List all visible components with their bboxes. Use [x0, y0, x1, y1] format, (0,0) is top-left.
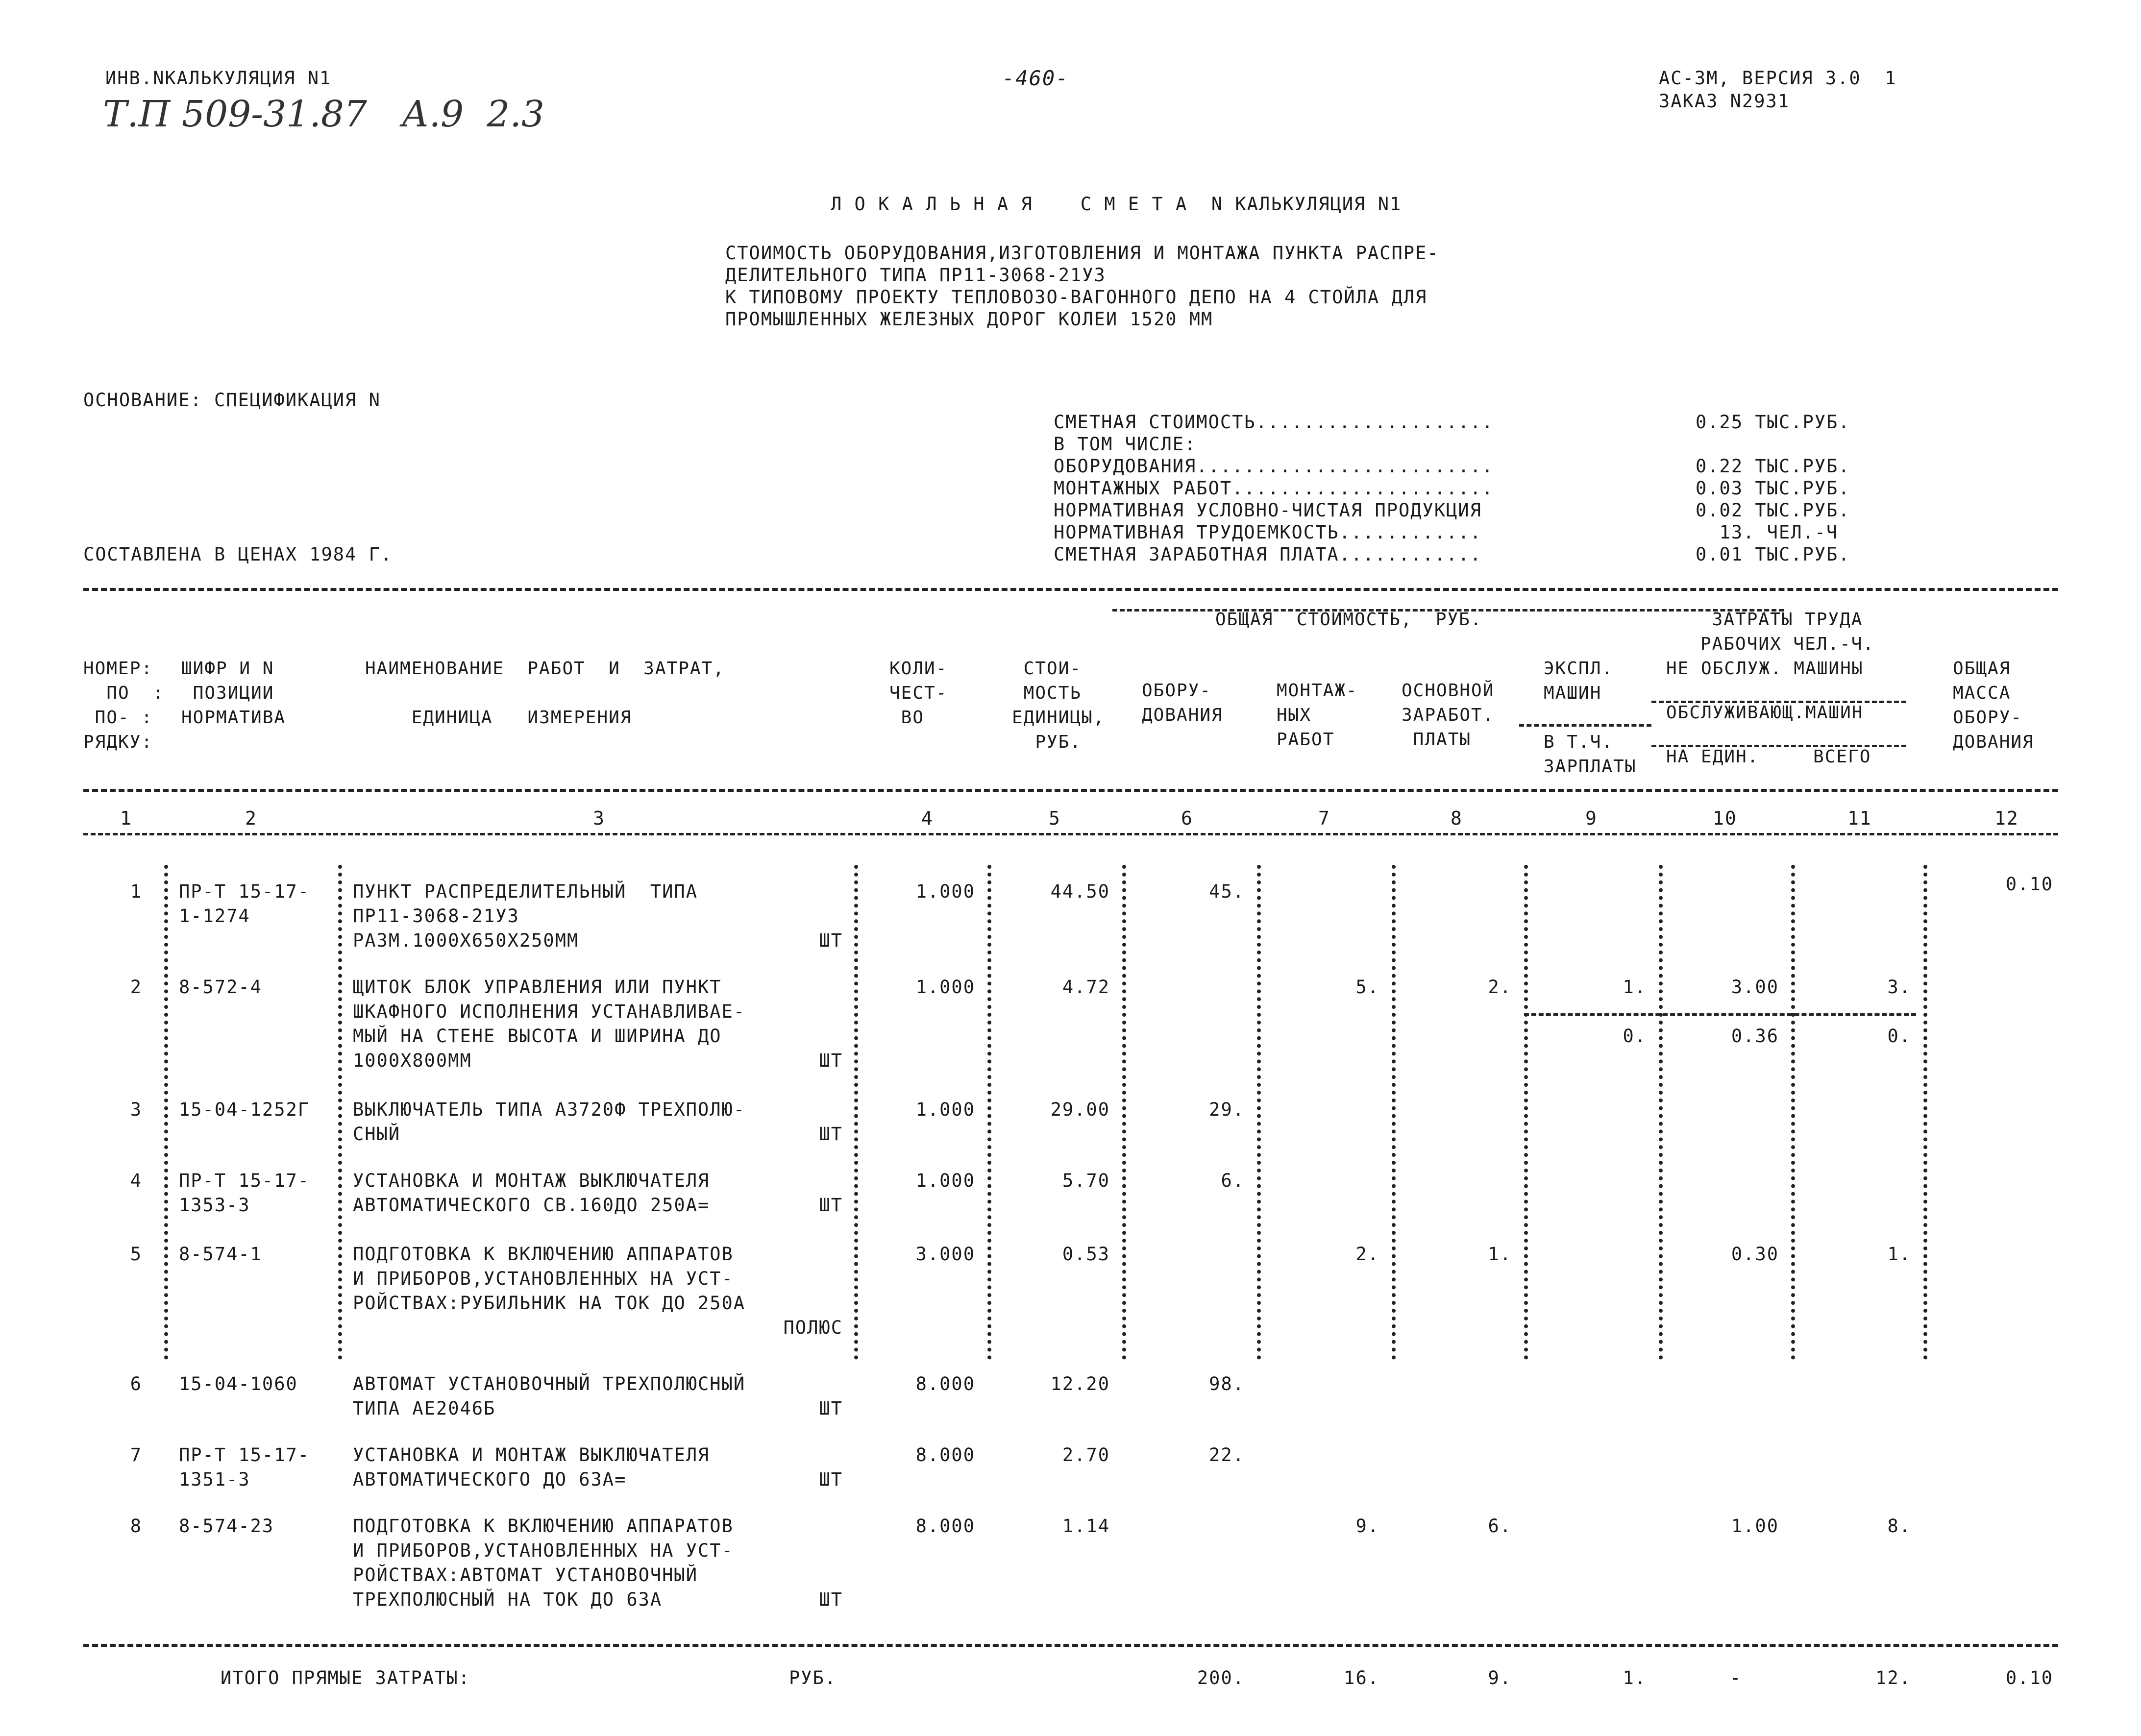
header-labor-per-unit: НА ЕДИН.: [1666, 747, 1759, 767]
column-number: 10: [1713, 807, 1737, 829]
row-equipment: 6.: [1221, 1170, 1245, 1191]
row-number: 2: [130, 977, 142, 998]
row-qty: 1.000: [915, 1170, 975, 1191]
row-code: ПР-Т 15-17- 1353-3: [179, 1170, 310, 1216]
column-separator: [1257, 865, 1261, 1360]
row-unit: ШТ: [819, 1050, 843, 1071]
row-wages: 6.: [1488, 1516, 1512, 1537]
row-qty: 1.000: [915, 1099, 975, 1120]
row-labor-total: 3.: [1887, 977, 1911, 998]
summary-value: 0.22 ТЫС.РУБ.: [1696, 456, 1850, 477]
subtitle-line: ДЕЛИТЕЛЬНОГО ТИПА ПР11-3068-21У3: [725, 265, 1106, 286]
column-separator: [164, 865, 168, 1360]
totals-labor-total: 12.: [1875, 1667, 1911, 1688]
subtitle-line: К ТИПОВОМУ ПРОЕКТУ ТЕПЛОВОЗО-ВАГОННОГО ДЕПО НА 4 СТОЙЛА ДЛЯ: [725, 287, 1427, 308]
row-qty: 8.000: [915, 1516, 975, 1537]
column-number: 4: [921, 807, 934, 829]
header-unit-price: СТОИ- МОСТЬ ЕДИНИЦЫ, РУБ.: [1012, 659, 1105, 752]
table-top-rule: [83, 588, 2058, 591]
row-unit: ШТ: [819, 1589, 843, 1610]
row-unit: ШТ: [819, 930, 843, 951]
totals-equipment: 200.: [1197, 1667, 1245, 1688]
row-qty: 8.000: [915, 1373, 975, 1394]
summary-label: НОРМАТИВНАЯ УСЛОВНО-ЧИСТАЯ ПРОДУКЦИЯ: [1054, 500, 1482, 521]
column-number: 6: [1181, 807, 1193, 829]
row-unit: ШТ: [819, 1195, 843, 1216]
row-mounting: 5.: [1355, 977, 1379, 998]
header-labor-group: ЗАТРАТЫ ТРУДА РАБОЧИХ ЧЕЛ.-Ч.: [1700, 610, 1875, 654]
row-name: УСТАНОВКА И МОНТАЖ ВЫКЛЮЧАТЕЛЯ АВТОМАТИЧЕСКОГО СВ.160ДО 250А=: [353, 1170, 710, 1216]
row-qty: 3.000: [915, 1244, 975, 1265]
header-labor-no-machine: НЕ ОБСЛУЖ. МАШИНЫ: [1666, 659, 1864, 679]
row-labor-total: 1.: [1887, 1244, 1911, 1265]
totals-labor-unit: -: [1730, 1667, 1742, 1688]
totals-machines: 1.: [1623, 1667, 1647, 1688]
row-number: 8: [130, 1516, 142, 1537]
row-price: 2.70: [1062, 1444, 1110, 1466]
row-number: 7: [130, 1444, 142, 1466]
column-separator: [1791, 865, 1795, 1360]
summary-value: 13. ЧЕЛ.-Ч: [1696, 522, 1839, 543]
subtitle-line: ПРОМЫШЛЕННЫХ ЖЕЛЕЗНЫХ ДОРОГ КОЛЕИ 1520 ММ: [725, 309, 1213, 330]
order-number: ЗАКАЗ N2931: [1659, 91, 1790, 112]
table-bottom-rule: [83, 1644, 2058, 1647]
row-labor-unit: 3.00: [1731, 977, 1779, 998]
row-qty: 1.000: [915, 977, 975, 998]
column-number: 12: [1994, 807, 2019, 829]
row-number: 4: [130, 1170, 142, 1191]
column-number: 1: [120, 807, 132, 829]
basis-line: ОСНОВАНИЕ: СПЕЦИФИКАЦИЯ N: [83, 390, 381, 411]
row-price: 5.70: [1062, 1170, 1110, 1191]
row-name: УСТАНОВКА И МОНТАЖ ВЫКЛЮЧАТЕЛЯ АВТОМАТИЧЕСКОГО ДО 63А=: [353, 1444, 710, 1490]
header-machines: ЭКСПЛ. МАШИН В Т.Ч. ЗАРПЛАТЫ: [1544, 659, 1637, 777]
summary-row: [1054, 544, 2053, 567]
row-name: ВЫКЛЮЧАТЕЛЬ ТИПА А3720Ф ТРЕХПОЛЮ- СНЫЙ: [353, 1099, 746, 1145]
summary-value: 0.25 ТЫС.РУБ.: [1696, 412, 1850, 433]
row-name: ЩИТОК БЛОК УПРАВЛЕНИЯ ИЛИ ПУНКТ ШКАФНОГО ИСПОЛНЕНИЯ УСТАНАВЛИВАЕ- МЫЙ НА СТЕНЕ ВЫСОТА И ШИРИНА ДО 1000Х800ММ: [353, 977, 746, 1071]
row-name: АВТОМАТ УСТАНОВОЧНЫЙ ТРЕХПОЛЮСНЫЙ ТИПА АЕ2046Б: [353, 1373, 746, 1419]
row-qty: 8.000: [915, 1444, 975, 1466]
header-row-number: НОМЕР: ПО : ПО- : РЯДКУ:: [83, 659, 165, 752]
system-version: АС-3М, ВЕРСИЯ 3.0 1: [1659, 68, 1897, 89]
row-code: 15-04-1060: [179, 1373, 298, 1394]
summary-row: [1054, 456, 2053, 479]
row-price: 4.72: [1062, 977, 1110, 998]
row-code: 8-574-23: [179, 1516, 274, 1537]
page-number: -460-: [1002, 66, 1069, 90]
summary-row: [1054, 522, 2053, 545]
row-unit: ПОЛЮС: [783, 1317, 843, 1338]
row-mounting: 9.: [1355, 1516, 1379, 1537]
totals-unit: РУБ.: [789, 1667, 837, 1688]
summary-label: ОБОРУДОВАНИЯ.........................: [1054, 456, 1494, 477]
column-separator: [1122, 865, 1126, 1360]
row-equipment: 98.: [1209, 1373, 1245, 1394]
summary-row: [1054, 500, 2053, 523]
header-cost-group: ОБЩАЯ СТОИМОСТЬ, РУБ.: [1215, 610, 1482, 630]
row-price: 44.50: [1050, 881, 1110, 902]
row-name: ПОДГОТОВКА К ВКЛЮЧЕНИЮ АППАРАТОВ И ПРИБОРОВ,УСТАНОВЛЕННЫХ НА УСТ- РОЙСТВАХ:АВТОМАТ УСТАНОВОЧНЫЙ ТРЕХПОЛЮСНЫЙ НА ТОК ДО 63А: [353, 1516, 734, 1610]
header-mounting: МОНТАЖ- НЫХ РАБОТ: [1277, 681, 1358, 750]
totals-wages: 9.: [1488, 1667, 1512, 1688]
header-equipment: ОБОРУ- ДОВАНИЯ: [1142, 681, 1223, 725]
summary-label: В ТОМ ЧИСЛЕ:: [1054, 434, 1197, 455]
column-separator: [1659, 865, 1663, 1360]
inventory-label: ИНВ.NКАЛЬКУЛЯЦИЯ N1: [105, 68, 332, 89]
row-price: 0.53: [1062, 1244, 1110, 1265]
column-separator: [987, 865, 991, 1360]
header-labor-machine: ОБСЛУЖИВАЮЩ.МАШИН: [1666, 703, 1864, 723]
summary-row: [1054, 412, 2053, 435]
column-number: 9: [1585, 807, 1598, 829]
row-labor-unit-machine: 0.36: [1731, 1026, 1779, 1047]
row-equipment: 29.: [1209, 1099, 1245, 1120]
row-labor-unit: 1.00: [1731, 1516, 1779, 1537]
header-name: НАИМЕНОВАНИЕ РАБОТ И ЗАТРАТ, ЕДИНИЦА ИЗМЕРЕНИЯ: [365, 659, 725, 728]
column-number: 5: [1049, 807, 1061, 829]
row-labor-unit: 0.30: [1731, 1244, 1779, 1265]
row-price: 1.14: [1062, 1516, 1110, 1537]
summary-label: МОНТАЖНЫХ РАБОТ......................: [1054, 478, 1494, 499]
subtitle-line: СТОИМОСТЬ ОБОРУДОВАНИЯ,ИЗГОТОВЛЕНИЯ И МОНТАЖА ПУНКТА РАСПРЕ-: [725, 243, 1439, 264]
column-number: 3: [593, 807, 605, 829]
row-mounting: 2.: [1355, 1244, 1379, 1265]
row-number: 5: [130, 1244, 142, 1265]
row-code: ПР-Т 15-17- 1-1274: [179, 881, 310, 927]
summary-label: СМЕТНАЯ ЗАРАБОТНАЯ ПЛАТА............: [1054, 544, 1482, 565]
row-machines: 1.: [1623, 977, 1647, 998]
row-number: 3: [130, 1099, 142, 1120]
summary-row: [1054, 434, 2053, 457]
document-title: Л О К А Л Ь Н А Я С М Е Т А N КАЛЬКУЛЯЦИЯ N1: [831, 194, 1402, 215]
row-code: 8-572-4: [179, 977, 262, 998]
row-number: 1: [130, 881, 142, 902]
header-code: ШИФР И N ПОЗИЦИИ НОРМАТИВА: [181, 659, 286, 728]
row-equipment: 45.: [1209, 881, 1245, 902]
column-number: 11: [1847, 807, 1872, 829]
row-unit: ШТ: [819, 1469, 843, 1490]
row-name: ПУНКТ РАСПРЕДЕЛИТЕЛЬНЫЙ ТИПА ПР11-3068-21У3 РАЗМ.1000Х650Х250ММ: [353, 881, 698, 951]
row-subdivider: [1524, 1013, 1916, 1016]
row-unit: ШТ: [819, 1124, 843, 1145]
totals-label: ИТОГО ПРЯМЫЕ ЗАТРАТЫ:: [221, 1667, 470, 1688]
row-code: 8-574-1: [179, 1244, 262, 1265]
row-price: 29.00: [1050, 1099, 1110, 1120]
row-unit: ШТ: [819, 1398, 843, 1419]
summary-label: НОРМАТИВНАЯ ТРУДОЕМКОСТЬ............: [1054, 522, 1482, 543]
row-equipment: 22.: [1209, 1444, 1245, 1466]
prices-note: СОСТАВЛЕНА В ЦЕНАХ 1984 Г.: [83, 544, 393, 565]
header-wages: ОСНОВНОЙ ЗАРАБОТ. ПЛАТЫ: [1402, 681, 1495, 750]
header-labor-total: ВСЕГО: [1813, 747, 1871, 767]
totals-mass: 0.10: [2005, 1667, 2053, 1688]
summary-label: СМЕТНАЯ СТОИМОСТЬ....................: [1054, 412, 1494, 433]
row-code: 15-04-1252Г: [179, 1099, 310, 1120]
row-labor-total-machine: 0.: [1887, 1026, 1911, 1047]
column-number: 7: [1318, 807, 1330, 829]
row-labor-total: 8.: [1887, 1516, 1911, 1537]
column-separator: [854, 865, 858, 1360]
column-number: 8: [1451, 807, 1463, 829]
header-mass: ОБЩАЯ МАССА ОБОРУ- ДОВАНИЯ: [1953, 659, 2034, 752]
summary-row: [1054, 478, 2053, 501]
row-mass: 0.10: [2005, 874, 2053, 895]
column-separator: [1923, 865, 1927, 1360]
row-code: ПР-Т 15-17- 1351-3: [179, 1444, 310, 1490]
column-separator: [1524, 865, 1528, 1360]
column-separator: [338, 865, 342, 1360]
row-qty: 1.000: [915, 881, 975, 902]
handwritten-note: Т.П 509-31.87 А.9 2.3: [103, 93, 544, 135]
row-number: 6: [130, 1373, 142, 1394]
row-wages: 1.: [1488, 1244, 1512, 1265]
column-separator: [1392, 865, 1396, 1360]
totals-mounting: 16.: [1344, 1667, 1379, 1688]
summary-value: 0.03 ТЫС.РУБ.: [1696, 478, 1850, 499]
summary-value: 0.02 ТЫС.РУБ.: [1696, 500, 1850, 521]
row-wages: 2.: [1488, 977, 1512, 998]
row-price: 12.20: [1050, 1373, 1110, 1394]
header-bottom-rule: [83, 789, 2058, 792]
row-name: ПОДГОТОВКА К ВКЛЮЧЕНИЮ АППАРАТОВ И ПРИБОРОВ,УСТАНОВЛЕННЫХ НА УСТ- РОЙСТВАХ:РУБИЛЬНИК НА ТОК ДО 250А: [353, 1244, 746, 1314]
row-machines-wages: 0.: [1623, 1026, 1647, 1047]
column-number: 2: [245, 807, 257, 829]
colnum-bottom-rule: [83, 833, 2058, 835]
summary-value: 0.01 ТЫС.РУБ.: [1696, 544, 1850, 565]
header-quantity: КОЛИ- ЧЕСТ- ВО: [889, 659, 948, 728]
